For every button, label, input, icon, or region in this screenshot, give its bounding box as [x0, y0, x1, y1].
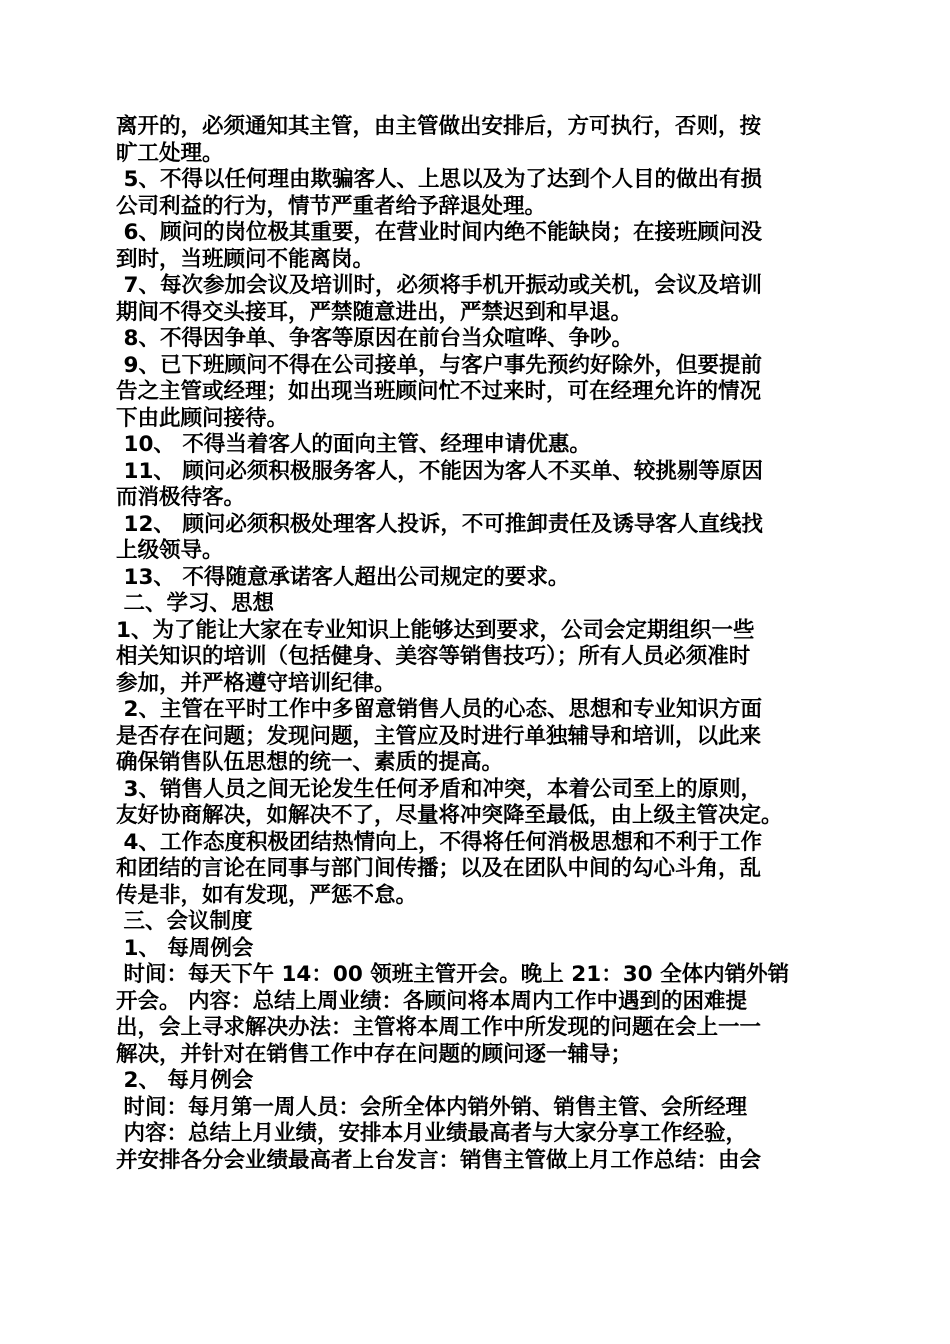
- document-page: [116, 114, 846, 1174]
- text-line: 时间：每天下午 14：00 领班主管开会。晚上 21：30 全体内销外销: [116, 962, 790, 987]
- text-line: 到时，当班顾问不能离岗。: [116, 246, 375, 272]
- text-line: 6、顾问的岗位极其重要，在营业时间内绝不能缺岗；在接班顾问没: [116, 220, 762, 245]
- text-line: 2、主管在平时工作中多留意销售人员的心态、思想和专业知识方面: [116, 697, 762, 722]
- text-line: 10、 不得当着客人的面向主管、经理申请优惠。: [116, 432, 591, 457]
- text-line: 友好协商解决，如解决不了，尽量将冲突降至最低，由上级主管决定。: [116, 803, 783, 828]
- text-line: 5、不得以任何理由欺骗客人、上思以及为了达到个人目的做出有损: [116, 167, 762, 192]
- text-line: 1、为了能让大家在专业知识上能够达到要求，公司会定期组织一些: [116, 617, 755, 643]
- text-line: 上级领导。: [116, 538, 224, 563]
- text-line: 告之主管或经理；如出现当班顾问忙不过来时，可在经理允许的情况: [116, 379, 762, 404]
- text-line: 时间：每月第一周人员：会所全体内销外销、销售主管、会所经理: [116, 1094, 747, 1120]
- text-line: 而消极待客。: [116, 485, 246, 510]
- text-line: 是否存在问题；发现问题，主管应及时进行单独辅导和培训，以此来: [116, 723, 762, 749]
- subsection-heading: 1、 每周例会: [116, 935, 254, 961]
- text-line: 确保销售队伍思想的统一、素质的提高。: [116, 750, 504, 775]
- text-line: 和团结的言论在同事与部门间传播；以及在团队中间的勾心斗角，乱: [116, 856, 762, 881]
- text-line: 离开的，必须通知其主管，由主管做出安排后，方可执行，否则，按: [116, 114, 762, 139]
- subsection-heading: 2、 每月例会: [116, 1068, 254, 1093]
- text-line: 9、已下班顾问不得在公司接单，与客户事先预约好除外，但要提前: [116, 352, 762, 378]
- text-line: 期间不得交头接耳，严禁随意进出，严禁迟到和早退。: [116, 299, 633, 325]
- text-line: 内容：总结上月业绩，安排本月业绩最高者与大家分享工作经验，: [116, 1121, 747, 1146]
- text-line: 相关知识的培训（包括健身、美容等销售技巧）；所有人员必须准时: [116, 644, 751, 669]
- text-line: 3、销售人员之间无论发生任何矛盾和冲突，本着公司至上的原则，: [116, 776, 762, 802]
- text-line: 参加，并严格遵守培训纪律。: [116, 670, 396, 696]
- text-line: 传是非，如有发现，严惩不怠。: [116, 882, 418, 908]
- text-line: 7、每次参加会议及培训时，必须将手机开振动或关机，会议及培训: [116, 273, 762, 298]
- text-line: 开会。 内容：总结上周业绩：各顾问将本周内工作中遇到的困难提: [116, 988, 747, 1014]
- text-line: 公司利益的行为，情节严重者给予辞退处理。: [116, 193, 547, 219]
- text-line: 13、 不得随意承诺客人超出公司规定的要求。: [116, 564, 570, 590]
- text-line: 旷工处理。: [116, 140, 224, 166]
- text-line: 下由此顾问接待。: [116, 405, 289, 431]
- section-heading: 二、学习、思想: [116, 591, 274, 616]
- text-line: 4、工作态度积极团结热情向上，不得将任何消极思想和不利于工作: [116, 829, 762, 855]
- text-line: 并安排各分会业绩最高者上台发言：销售主管做上月工作总结：由会: [116, 1147, 762, 1173]
- text-line: 8、不得因争单、争客等原因在前台当众喧哗、争吵。: [116, 326, 633, 351]
- text-line: 解决，并针对在销售工作中存在问题的顾问逐一辅导；: [116, 1041, 633, 1067]
- text-line: 出，会上寻求解决办法：主管将本周工作中所发现的问题在会上一一: [116, 1015, 762, 1040]
- text-line: 12、 顾问必须积极处理客人投诉，不可推卸责任及诱导客人直线找: [116, 511, 763, 537]
- section-heading: 三、会议制度: [116, 909, 253, 934]
- text-line: 11、 顾问必须积极服务客人，不能因为客人不买单、较挑剔等原因: [116, 458, 763, 484]
